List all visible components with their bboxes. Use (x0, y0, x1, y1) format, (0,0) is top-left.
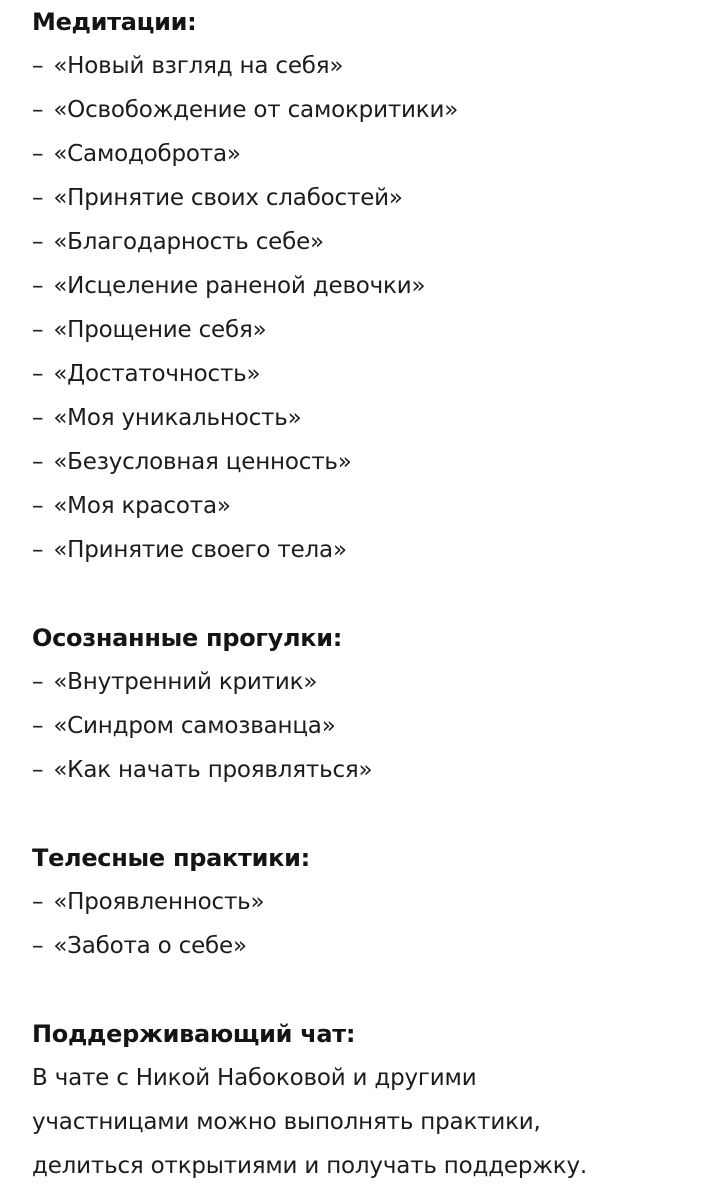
paragraph-line: участницами можно выполнять практики, (32, 1109, 541, 1135)
dash-bullet: – (32, 361, 44, 387)
meditations-list (32, 44, 706, 572)
meditations-section (32, 0, 706, 572)
paragraph-line: В чате с Никой Набоковой и другими (32, 1065, 477, 1091)
dash-bullet: – (32, 97, 44, 123)
list-item-text: «Моя уникальность» (53, 405, 302, 431)
dash-bullet: – (32, 449, 44, 475)
list-item-text: «Синдром самозванца» (53, 713, 336, 739)
list-item (32, 440, 706, 484)
list-item-text: «Принятие своих слабостей» (53, 185, 403, 211)
list-item-text: «Прощение себя» (53, 317, 267, 343)
dash-bullet: – (32, 53, 44, 79)
list-item-text: «Безусловная ценность» (53, 449, 352, 475)
list-item (32, 44, 706, 88)
list-item (32, 924, 706, 968)
list-item-text: «Забота о себе» (53, 933, 247, 959)
dash-bullet: – (32, 273, 44, 299)
list-item-text: «Благодарность себе» (53, 229, 324, 255)
list-item (32, 660, 706, 704)
chat-section (32, 1012, 706, 1188)
list-item-text: «Внутренний критик» (53, 669, 318, 695)
list-item-text: «Новый взгляд на себя» (53, 53, 344, 79)
body-practices-heading: Телесные практики: (32, 844, 310, 872)
dash-bullet: – (32, 537, 44, 563)
list-item (32, 704, 706, 748)
dash-bullet: – (32, 757, 44, 783)
list-item (32, 264, 706, 308)
section-spacer (32, 572, 706, 616)
list-item-text: «Как начать проявляться» (53, 757, 373, 783)
dash-bullet: – (32, 185, 44, 211)
list-item (32, 880, 706, 924)
list-item (32, 484, 706, 528)
list-item (32, 352, 706, 396)
meditations-heading: Медитации: (32, 8, 197, 36)
list-item (32, 220, 706, 264)
list-item-text: «Освобождение от самокритики» (53, 97, 459, 123)
dash-bullet: – (32, 713, 44, 739)
list-item-text: «Проявленность» (53, 889, 265, 915)
walks-heading: Осознанные прогулки: (32, 624, 343, 652)
body-practices-section (32, 836, 706, 968)
list-item (32, 308, 706, 352)
chat-heading: Поддерживающий чат: (32, 1020, 356, 1048)
list-item-text: «Самодоброта» (53, 141, 241, 167)
list-item-text: «Достаточность» (53, 361, 261, 387)
section-spacer (32, 968, 706, 1012)
chat-description (32, 1056, 706, 1188)
dash-bullet: – (32, 933, 44, 959)
walks-list (32, 660, 706, 792)
list-item (32, 528, 706, 572)
list-item-text: «Исцеление раненой девочки» (53, 273, 426, 299)
dash-bullet: – (32, 669, 44, 695)
dash-bullet: – (32, 493, 44, 519)
list-item (32, 748, 706, 792)
dash-bullet: – (32, 405, 44, 431)
dash-bullet: – (32, 889, 44, 915)
list-item (32, 88, 706, 132)
paragraph-line: делиться открытиями и получать поддержку. (32, 1153, 587, 1179)
walks-section (32, 616, 706, 792)
dash-bullet: – (32, 141, 44, 167)
dash-bullet: – (32, 317, 44, 343)
section-spacer (32, 792, 706, 836)
dash-bullet: – (32, 229, 44, 255)
list-item-text: «Моя красота» (53, 493, 231, 519)
body-practices-list (32, 880, 706, 968)
list-item-text: «Принятие своего тела» (53, 537, 347, 563)
list-item (32, 396, 706, 440)
list-item (32, 176, 706, 220)
list-item (32, 132, 706, 176)
